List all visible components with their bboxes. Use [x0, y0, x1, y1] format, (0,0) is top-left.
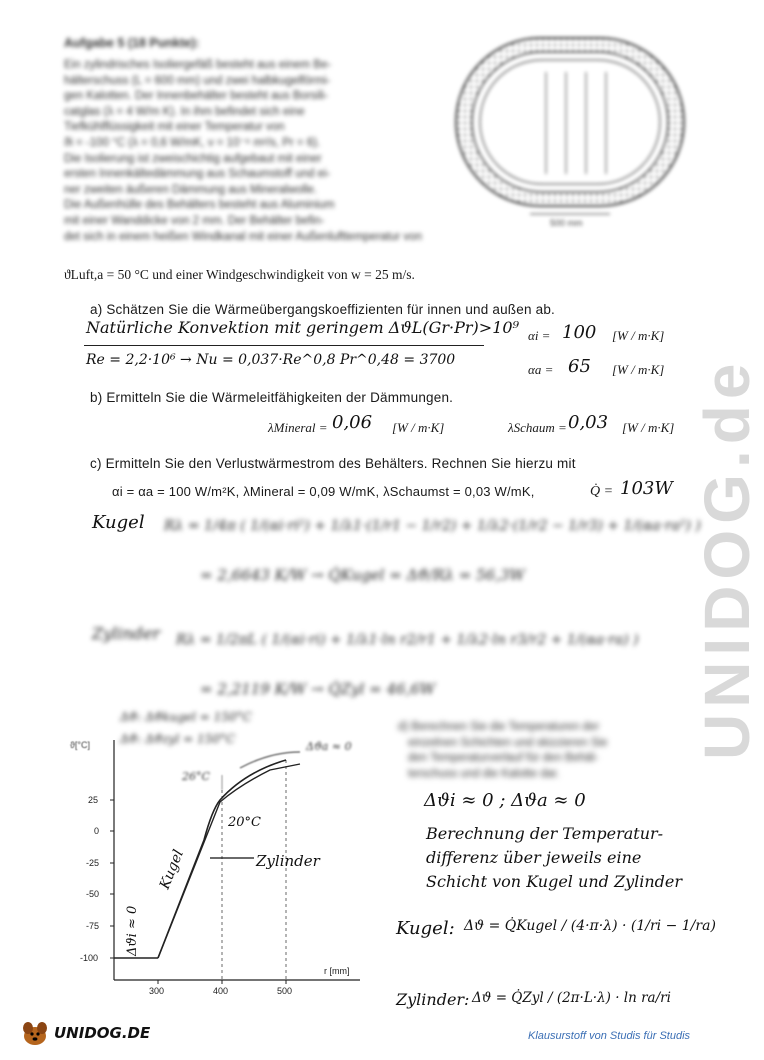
hw-kugel-formula-label: Kugel: — [396, 918, 455, 939]
intro-line: Tiefkühlflüssigkeit mit einer Temperatur von — [64, 121, 285, 134]
intro-line: ϑi = -100 °C (λ = 0,6 W/mK, ν = 10⁻⁶ m²/s, Pr = 6). — [64, 136, 321, 149]
y-axis-unit: ϑ[°C] — [70, 740, 91, 750]
y-tick-label: 25 — [88, 795, 99, 805]
annotation-delta-outer: Δϑa ≈ 0 — [306, 740, 352, 753]
hw-zylinder-result: = 2,2119 K/W → Q̇Zyl = 46,6W — [200, 680, 436, 698]
y-tick-label: -100 — [80, 953, 99, 963]
intro-line: Die Isolierung ist zweischichtig aufgebaut mit einer — [64, 152, 322, 165]
y-tick-label: -75 — [86, 921, 100, 931]
intro-line: ersten Innenkältedämmung aus Schaumstoff und ei- — [64, 168, 331, 181]
question-d — [398, 720, 607, 782]
annotation-20c: 20°C — [228, 815, 261, 830]
annotation-kugel: Kugel — [156, 847, 188, 892]
question-b: b) Ermitteln Sie die Wärmeleitfähigkeiten der Dämmungen. — [90, 390, 454, 405]
lambda-schaum-unit: [W / m·K] — [622, 420, 675, 435]
footer-logo[interactable] — [18, 1018, 150, 1048]
hw-kugel-label: Kugel — [92, 512, 145, 533]
hw-delta-zero: Δϑi ≈ 0 ; Δϑa ≈ 0 — [424, 790, 586, 811]
x-axis-unit: r [mm] — [324, 966, 350, 976]
annotation-26c: 26°C — [182, 770, 210, 783]
hw-berechnung-1: Berechnung der Temperatur- — [426, 824, 664, 843]
q-value: 103W — [620, 478, 673, 499]
hw-underline — [84, 345, 484, 346]
intro-line: det sich in einem heißen Windkanal mit einer Außenlufttemperatur von — [64, 230, 422, 243]
intro-line: Die Außenhülle des Behälters besteht aus Aluminium — [64, 199, 335, 212]
intro-line: catglas (λ = 4 W/m K). In ihm befindet sich eine — [64, 105, 305, 118]
intro-line: mit einer Wanddicke von 2 mm. Der Behälter befin- — [64, 214, 325, 227]
hw-side-note-kugel: Δϑ: Δϑkugel = 150°C — [120, 710, 252, 724]
hw-zylinder-resistance: Rλ = 1/2πL ( 1/(αi·ri) + 1/λ1·ln r2/r1 + 1/λ2·ln r3/r2 + 1/(αa·ra) ) — [176, 632, 639, 648]
footer-tagline: Klausurstoff von Studis für Studis — [528, 1030, 691, 1042]
hw-berechnung-3: Schicht von Kugel und Zylinder — [426, 872, 682, 891]
hw-reynolds-line: Re = 2,2·10⁶ → Nu = 0,037·Re^0,8 Pr^0,48 = 3700 — [86, 352, 456, 368]
alpha-a-label: αa = — [528, 362, 554, 377]
lambda-mineral-label: λMineral = — [268, 420, 328, 435]
logo-text: UNIDOG.DE — [54, 1024, 151, 1042]
temperature-sketch — [70, 730, 370, 1000]
alpha-a-value: 65 — [568, 356, 591, 377]
air-temperature-line: ϑLuft,a = 50 °C und einer Windgeschwindigkeit von w = 25 m/s. — [64, 267, 415, 282]
question-d-line: den Temperaturverlauf für den Behäl- — [408, 752, 599, 764]
x-tick-label: 300 — [149, 986, 165, 996]
lambda-schaum-value: 0,03 — [568, 412, 609, 433]
x-tick-label: 400 — [213, 986, 229, 996]
hw-zylinder-label: Zylinder — [92, 624, 161, 643]
x-tick-label: 500 — [277, 986, 293, 996]
intro-text — [64, 58, 454, 245]
lambda-mineral-value: 0,06 — [332, 412, 373, 433]
task-title: Aufgabe 5 (18 Punkte): — [64, 36, 200, 50]
hw-side-note-zyl: Δϑ: Δϑzyl = 150°C — [120, 732, 236, 746]
hw-kugel-result: = 2,6643 K/W → Q̇Kugel = Δϑ/Rλ = 56,3W — [200, 566, 525, 584]
intro-line: hälterschuss (L = 600 mm) und zwei halbkugelförmi- — [64, 74, 331, 87]
y-tick-label: 0 — [94, 826, 100, 836]
figure-dimension-label: 500 mm — [550, 218, 583, 228]
annotation-zylinder: Zylinder — [256, 852, 320, 870]
question-c: c) Ermitteln Sie den Verlustwärmestrom des Behälters. Rechnen Sie hierzu mit — [90, 456, 576, 471]
alpha-i-value: 100 — [562, 322, 597, 343]
intro-line: Ein zylindrisches Isoliergefäß besteht aus einem Be- — [64, 59, 332, 71]
alpha-i-label: αi = — [528, 328, 551, 343]
lambda-mineral-unit: [W / m·K] — [392, 420, 445, 435]
alpha-a-unit: [W / m·K] — [612, 362, 665, 377]
q-label: Q̇ = — [590, 484, 614, 499]
question-d-line: terschuss und die Kalotte dar. — [408, 767, 560, 780]
given-values: αi = αa = 100 W/m²K, λMineral = 0,09 W/mK, λSchaumst = 0,03 W/mK, — [112, 484, 535, 499]
lambda-schaum-label: λSchaum = — [508, 420, 567, 435]
question-a: a) Schätzen Sie die Wärmeübergangskoeffizienten für innen und außen ab. — [90, 302, 555, 317]
intro-line: gen Kalotten. Der Innenbehälter besteht aus Borsili- — [64, 90, 329, 103]
hw-kugel-resistance: Rλ = 1/4π ( 1/(αi·ri²) + 1/λ1·(1/r1 − 1/r2) + 1/λ2·(1/r2 − 1/r3) + 1/(αa·ra²) ) — [164, 518, 701, 534]
intro-line: ner zweiten äußeren Dämmung aus Mineralwolle. — [64, 183, 318, 196]
hw-zylinder-formula: Δϑ = Q̇Zyl / (2π·L·λ) · ln ra/ri — [472, 990, 671, 1006]
watermark: UNIDOG.de — [691, 357, 763, 760]
question-d-line: d) Berechnen Sie die Temperaturen der — [398, 721, 600, 733]
vessel-figure — [450, 30, 690, 230]
annotation-delta-inner: Δϑi ≈ 0 — [125, 905, 140, 956]
hw-natural-convection: Natürliche Konvektion mit geringem ΔϑL(Gr·Pr)>10⁹ — [86, 318, 519, 337]
question-d-line: einzelnen Schichten und skizzieren Sie — [408, 736, 608, 749]
hw-kugel-formula: Δϑ = Q̇Kugel / (4·π·λ) · (1/ri − 1/ra) — [464, 918, 716, 934]
hw-berechnung-2: differenz über jeweils eine — [426, 848, 642, 867]
y-tick-label: -50 — [86, 889, 100, 899]
y-tick-label: -25 — [86, 858, 100, 868]
alpha-i-unit: [W / m·K] — [612, 328, 665, 343]
dog-icon — [18, 1018, 52, 1048]
hw-zylinder-formula-label: Zylinder: — [396, 990, 470, 1009]
